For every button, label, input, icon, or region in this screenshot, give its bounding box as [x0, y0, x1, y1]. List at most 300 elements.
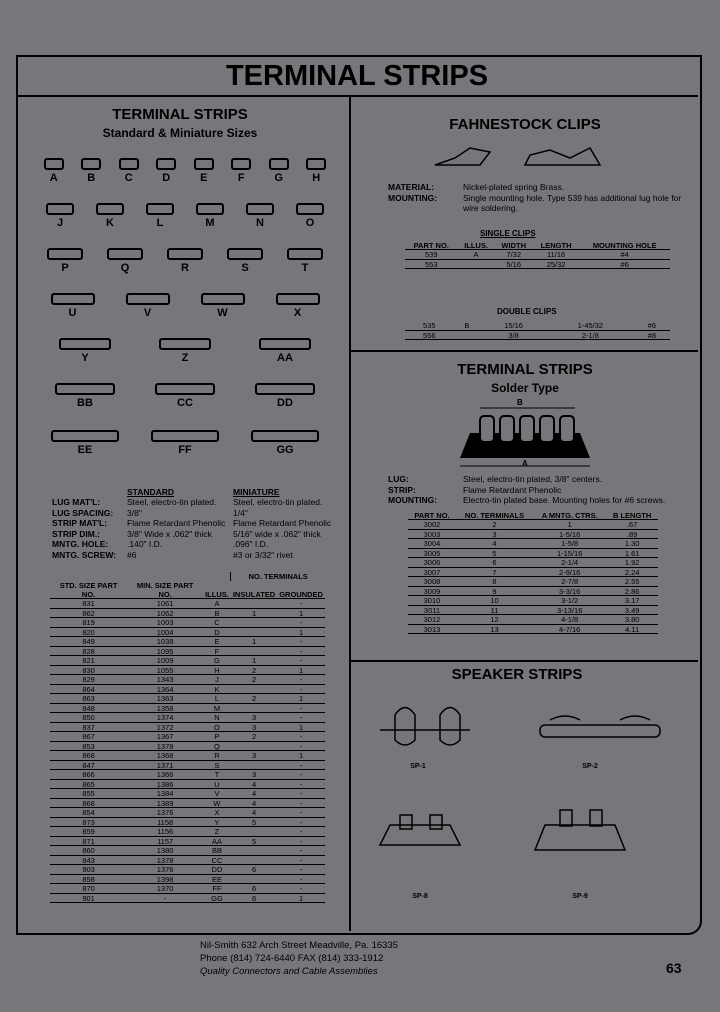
table-row [50, 789, 325, 799]
spec-value: Nickel-plated spring Brass. [463, 182, 565, 192]
table-cell: 873 [50, 818, 127, 828]
column-header: PART NO. [408, 511, 456, 520]
table-cell: 3003 [408, 530, 456, 540]
solder-table [408, 511, 658, 634]
table-cell: A [458, 250, 495, 260]
strip-drawing-y [59, 338, 111, 350]
table-cell: 1376 [127, 865, 203, 875]
column-header: GROUNDED [277, 581, 325, 599]
table-cell: 4 [231, 789, 277, 799]
illus-label: AA [277, 352, 293, 364]
spec-row [388, 485, 698, 496]
table-cell: U [203, 780, 231, 790]
table-row [408, 520, 658, 530]
table-cell: B [454, 321, 481, 331]
table-cell: #4 [579, 250, 670, 260]
table-cell: 865 [50, 780, 127, 790]
illus-label: P [61, 262, 69, 274]
spec-label: STRIP MAT'L: [52, 518, 108, 528]
spec-standard: 3/8" [127, 507, 142, 518]
table-cell: 11 [456, 606, 533, 616]
table-cell: 1 [277, 894, 325, 904]
table-row [50, 609, 325, 619]
illus-label: K [106, 217, 114, 229]
table-cell: 2.24 [606, 568, 658, 578]
table-cell: 853 [50, 742, 127, 752]
table-cell: 1378 [127, 856, 203, 866]
table-cell [231, 761, 277, 771]
table-cell: - [277, 713, 325, 723]
table-cell: - [277, 618, 325, 628]
table-cell: 8 [456, 577, 533, 587]
table-cell: 854 [50, 808, 127, 818]
strip-drawing-j [46, 203, 74, 215]
table-cell: 6 [231, 894, 277, 904]
table-cell: O [203, 723, 231, 733]
illus-label: S [241, 262, 249, 274]
table-row [50, 808, 325, 818]
table-cell: 2-1/8 [547, 331, 634, 341]
spec-label: STRIP: [388, 484, 416, 495]
table-cell: 5/16 [495, 260, 533, 270]
table-cell: Y [203, 818, 231, 828]
table-cell: 1384 [127, 789, 203, 799]
strip-drawing-s [227, 248, 263, 260]
strip-drawing-e [194, 158, 214, 170]
table-cell: 867 [50, 732, 127, 742]
table-cell: 6 [231, 865, 277, 875]
table-row [50, 666, 325, 676]
column-header: B LENGTH [606, 511, 658, 520]
strip-drawing-x [276, 293, 320, 305]
spec-value: Electro-tin plated base. Mounting holes for #6 screws. [463, 495, 666, 505]
table-cell: 7/32 [495, 250, 533, 260]
table-cell: DD [203, 865, 231, 875]
parts-table [50, 572, 325, 903]
illus-label: U [68, 307, 77, 319]
table-cell: 820 [50, 628, 127, 638]
table-row [50, 647, 325, 657]
illus-label: H [312, 172, 321, 184]
solder-title: TERMINAL STRIPS [457, 361, 593, 378]
table-row [408, 539, 658, 549]
table-cell: 1 [277, 723, 325, 733]
table-cell: - [277, 675, 325, 685]
table-cell: 1038 [127, 637, 203, 647]
left-title: TERMINAL STRIPS [112, 106, 248, 123]
table-cell: 1062 [127, 609, 203, 619]
table-cell: 1363 [127, 694, 203, 704]
strip-drawing-z [159, 338, 211, 350]
table-cell [458, 260, 495, 270]
table-cell: 3 [231, 751, 277, 761]
strip-specs [52, 487, 342, 560]
table-cell: 901 [50, 894, 127, 904]
table-cell: 4.11 [606, 625, 658, 635]
table-cell: 9 [456, 587, 533, 597]
spec-miniature: #3 or 3/32" rivet [233, 549, 293, 560]
table-row [408, 568, 658, 578]
strip-drawing-cc [155, 383, 215, 395]
table-cell: 1368 [127, 751, 203, 761]
strip-drawing-a [44, 158, 64, 170]
standard-header: STANDARD [127, 487, 175, 497]
table-cell: 858 [50, 875, 127, 885]
table-cell: - [277, 875, 325, 885]
table-cell: 12 [456, 615, 533, 625]
illus-label: GG [276, 444, 294, 456]
table-cell: E [203, 637, 231, 647]
column-header: INSULATED [231, 581, 277, 599]
table-cell: 4-1/8 [533, 615, 606, 625]
table-cell [231, 875, 277, 885]
table-cell: 863 [50, 694, 127, 704]
page-title: TERMINAL STRIPS [16, 55, 698, 97]
table-cell [454, 331, 481, 341]
table-cell: EE [203, 875, 231, 885]
table-cell: 556 [405, 331, 454, 341]
table-cell: 850 [50, 713, 127, 723]
table-cell: #6 [579, 260, 670, 270]
table-cell: F [203, 647, 231, 657]
table-cell: - [277, 827, 325, 837]
strip-drawing-v [126, 293, 170, 305]
table-cell: - [277, 761, 325, 771]
table-row [405, 260, 670, 270]
table-cell: 1 [231, 637, 277, 647]
table-cell: C [203, 618, 231, 628]
table-cell: 3007 [408, 568, 456, 578]
table-cell: - [277, 770, 325, 780]
speaker-title: SPEAKER STRIPS [451, 666, 583, 683]
table-cell: 3002 [408, 520, 456, 530]
illus-label: N [256, 217, 264, 229]
table-row [50, 837, 325, 847]
table-cell: 4 [231, 808, 277, 818]
table-cell: 871 [50, 837, 127, 847]
table-row [50, 685, 325, 695]
double-clips-title: DOUBLE CLIPS [497, 307, 557, 316]
single-clips-title: SINGLE CLIPS [480, 229, 536, 238]
strip-drawing-k [96, 203, 124, 215]
spec-row [52, 497, 342, 508]
table-cell: - [277, 685, 325, 695]
section-divider [351, 350, 698, 352]
table-row [50, 780, 325, 790]
spec-label: MNTG. SCREW: [52, 549, 117, 560]
spec-standard: 3/8" Wide x .062" thick [127, 528, 212, 539]
strip-drawing-u [51, 293, 95, 305]
table-cell: 1009 [127, 656, 203, 666]
table-row [50, 637, 325, 647]
table-cell: L [203, 694, 231, 704]
column-header: PART NO. [405, 241, 458, 250]
spec-miniature: 5/16" wide x .062" thick [233, 528, 321, 539]
table-row [50, 856, 325, 866]
table-cell: 2 [231, 694, 277, 704]
solder-subtitle: Solder Type [491, 381, 559, 395]
table-cell [231, 628, 277, 638]
spec-label: MOUNTING: [388, 192, 438, 203]
table-cell: 1367 [127, 732, 203, 742]
table-cell: - [277, 837, 325, 847]
table-cell: 1372 [127, 723, 203, 733]
table-cell: 864 [50, 685, 127, 695]
spec-standard: Steel, electro-tin plated. [127, 497, 217, 507]
illus-label: J [56, 217, 64, 229]
table-cell: 11/16 [533, 250, 580, 260]
spec-row [388, 495, 698, 506]
table-cell: 3-13/16 [533, 606, 606, 616]
column-divider [349, 97, 351, 931]
table-cell: 1003 [127, 618, 203, 628]
table-cell: 1095 [127, 647, 203, 657]
strip-drawing-g [269, 158, 289, 170]
table-row [50, 818, 325, 828]
spec-standard: .140" I.D. [127, 539, 163, 549]
table-cell: 1158 [127, 818, 203, 828]
table-cell: 2 [231, 732, 277, 742]
table-cell: 1157 [127, 837, 203, 847]
column-header: ILLUS. [458, 241, 495, 250]
table-cell: 1343 [127, 675, 203, 685]
table-cell: X [203, 808, 231, 818]
sp-8-label: SP-8 [412, 893, 428, 900]
spec-row [388, 182, 688, 193]
fahnestock-specs [388, 182, 688, 214]
table-cell: - [277, 856, 325, 866]
table-cell: 1 [277, 628, 325, 638]
table-cell: - [277, 818, 325, 828]
strip-drawing-d [156, 158, 176, 170]
strip-drawing-f [231, 158, 251, 170]
illus-label: X [293, 307, 302, 319]
illus-label: B [87, 172, 96, 184]
table-cell: 3008 [408, 577, 456, 587]
table-cell: A [203, 599, 231, 609]
table-cell: Z [203, 827, 231, 837]
table-cell: 3013 [408, 625, 456, 635]
strip-drawing-o [296, 203, 324, 215]
sp-1-label: SP-1 [410, 763, 426, 770]
table-cell: D [203, 628, 231, 638]
table-row [408, 530, 658, 540]
illus-label: L [156, 217, 164, 229]
table-row [50, 675, 325, 685]
table-cell: 1 [277, 751, 325, 761]
table-cell: 843 [50, 856, 127, 866]
column-header: MIN. SIZE PART NO. [127, 581, 203, 599]
table-cell: - [277, 732, 325, 742]
table-cell: 15/16 [480, 321, 547, 331]
table-cell: 866 [50, 770, 127, 780]
illus-label: R [181, 262, 189, 274]
illus-label: W [217, 307, 228, 319]
table-cell: AA [203, 837, 231, 847]
table-cell: 3012 [408, 615, 456, 625]
table-cell: 5 [231, 837, 277, 847]
illus-label: Q [120, 262, 130, 274]
table-row [405, 331, 670, 341]
table-cell: 859 [50, 827, 127, 837]
table-cell: 1-5/16 [533, 530, 606, 540]
table-row [50, 723, 325, 733]
table-row [50, 770, 325, 780]
table-cell: - [277, 808, 325, 818]
illus-label: FF [178, 444, 192, 456]
table-cell: 3 [456, 530, 533, 540]
strip-drawing-l [146, 203, 174, 215]
table-cell: 1 [231, 609, 277, 619]
table-row [50, 628, 325, 638]
speaker-strip-drawings [360, 685, 690, 925]
table-cell [231, 846, 277, 856]
table-cell: - [277, 799, 325, 809]
spec-miniature: 1/4" [233, 507, 248, 518]
table-cell: 1061 [127, 599, 203, 609]
illus-label: BB [77, 397, 93, 409]
table-cell: 3004 [408, 539, 456, 549]
table-cell: 1004 [127, 628, 203, 638]
sp-2-label: SP-2 [582, 763, 598, 770]
table-cell: 2-1/4 [533, 558, 606, 568]
table-row [50, 732, 325, 742]
table-cell: 1-5/8 [533, 539, 606, 549]
table-cell: 2.86 [606, 587, 658, 597]
table-cell: 860 [50, 846, 127, 856]
table-cell: 3 [231, 723, 277, 733]
table-cell [231, 647, 277, 657]
table-cell: 3006 [408, 558, 456, 568]
column-header: A MNTG. CTRS. [533, 511, 606, 520]
spec-value: Steel, electro-tin plated, 3/8" centers. [463, 474, 603, 484]
table-cell: 1 [231, 656, 277, 666]
table-cell: 1378 [127, 742, 203, 752]
table-cell: 1389 [127, 799, 203, 809]
footer-phone: Phone (814) 724-6440 FAX (814) 333-1912 [200, 953, 384, 964]
table-cell: - [277, 884, 325, 894]
table-cell: 3009 [408, 587, 456, 597]
table-cell: 862 [50, 609, 127, 619]
strip-drawing-w [201, 293, 245, 305]
spec-miniature: .096" I.D. [233, 539, 269, 549]
table-cell: 3011 [408, 606, 456, 616]
column-header: STD. SIZE PART NO. [50, 581, 127, 599]
table-row [408, 615, 658, 625]
table-cell: 868 [50, 751, 127, 761]
table-row [408, 587, 658, 597]
table-row [50, 694, 325, 704]
dimension-a: A [522, 459, 528, 468]
table-cell: 855 [50, 789, 127, 799]
strip-drawing-aa [259, 338, 311, 350]
table-cell: 821 [50, 656, 127, 666]
table-cell [231, 618, 277, 628]
table-cell: 828 [50, 647, 127, 657]
table-cell: BB [203, 846, 231, 856]
strip-drawing-h [306, 158, 326, 170]
illus-label: D [162, 172, 171, 184]
strip-drawing-n [246, 203, 274, 215]
strip-drawing-gg [251, 430, 319, 442]
table-cell: 535 [405, 321, 454, 331]
table-cell: 2 [456, 520, 533, 530]
table-row [50, 618, 325, 628]
spec-miniature: Flame Retardant Phenolic [233, 518, 332, 528]
table-cell: 6 [231, 884, 277, 894]
column-header: MOUNTING HOLE [579, 241, 670, 250]
table-cell: 3.17 [606, 596, 658, 606]
strip-drawing-c [119, 158, 139, 170]
table-cell: 870 [50, 884, 127, 894]
table-cell: 539 [405, 250, 458, 260]
table-cell: 1398 [127, 875, 203, 885]
table-row [50, 894, 325, 904]
table-cell: 2.55 [606, 577, 658, 587]
table-cell: J [203, 675, 231, 685]
table-cell: 1.61 [606, 549, 658, 559]
table-cell: W [203, 799, 231, 809]
illus-label: F [237, 172, 245, 184]
table-cell: 819 [50, 618, 127, 628]
table-cell: FF [203, 884, 231, 894]
table-cell: 2 [231, 666, 277, 676]
table-cell: 1-15/16 [533, 549, 606, 559]
table-cell: 1055 [127, 666, 203, 676]
illus-label: DD [277, 397, 293, 409]
table-cell: 1374 [127, 713, 203, 723]
illus-label: O [305, 217, 315, 229]
illus-label: T [301, 262, 309, 274]
spec-label: LUG MAT'L: [52, 497, 101, 507]
table-cell: 829 [50, 675, 127, 685]
illus-label: EE [77, 444, 93, 456]
table-row [408, 596, 658, 606]
table-cell: GG [203, 894, 231, 904]
table-cell: 3 [231, 713, 277, 723]
table-cell: M [203, 704, 231, 714]
spec-miniature: Steel, electro-tin plated. [233, 497, 323, 507]
spec-row [52, 539, 342, 550]
table-cell: 3-3/16 [533, 587, 606, 597]
table-cell: K [203, 685, 231, 695]
illus-label: C [124, 172, 133, 184]
table-row [50, 751, 325, 761]
table-cell: 4 [456, 539, 533, 549]
strip-drawing-ff [151, 430, 219, 442]
table-cell: 3.49 [606, 606, 658, 616]
table-cell: - [277, 865, 325, 875]
table-row [50, 742, 325, 752]
strip-drawing-q [107, 248, 143, 260]
table-row [405, 321, 670, 331]
table-cell: T [203, 770, 231, 780]
table-cell: 903 [50, 865, 127, 875]
column-header: NO. TERMINALS [456, 511, 533, 520]
table-cell: 830 [50, 666, 127, 676]
table-cell: - [277, 780, 325, 790]
table-cell: 1156 [127, 827, 203, 837]
table-cell: 831 [50, 599, 127, 609]
table-row [50, 761, 325, 771]
table-row [50, 884, 325, 894]
table-cell: 1380 [127, 846, 203, 856]
table-cell: R [203, 751, 231, 761]
table-cell: CC [203, 856, 231, 866]
sp-9-label: SP-9 [572, 893, 588, 900]
table-cell: - [127, 894, 203, 904]
table-cell: 848 [50, 704, 127, 714]
